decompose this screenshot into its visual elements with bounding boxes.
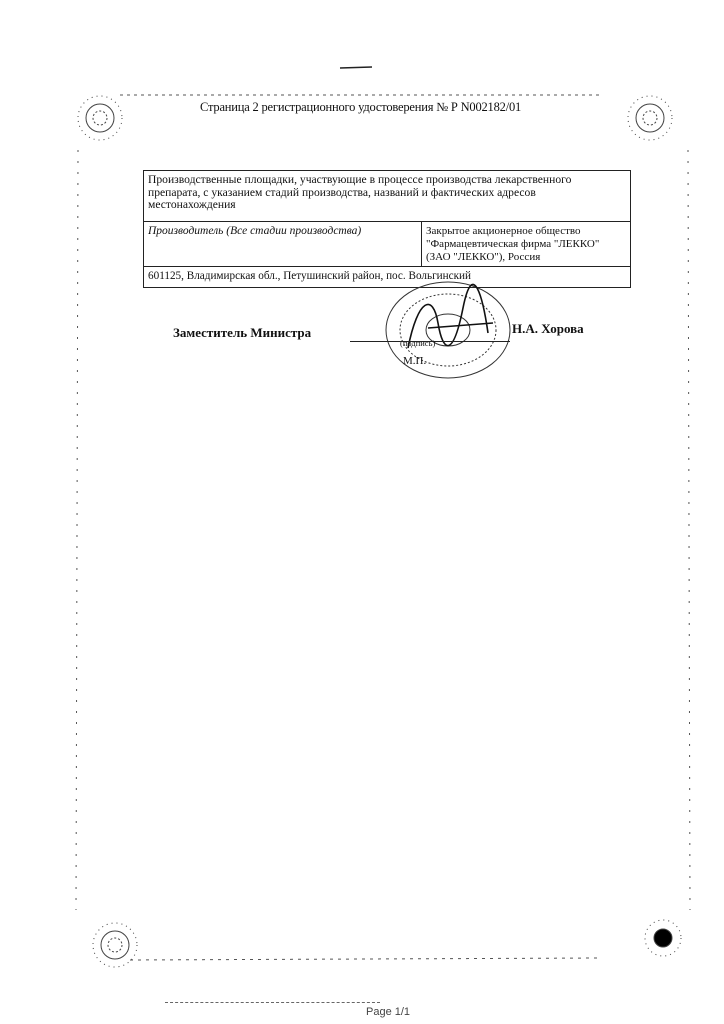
ornament-top-right-icon: [628, 96, 672, 140]
table-heading-row: [144, 171, 630, 221]
signatory-title: Заместитель Министра: [173, 325, 312, 340]
production-sites-table: [143, 170, 631, 288]
page-header: Страница 2 регистрационного удостоверения № Р N002182/01: [200, 100, 522, 114]
signatory-name: Н.А. Хорова: [512, 321, 584, 336]
ornament-bottom-right-icon: [645, 920, 681, 956]
stamp-mark: М.П.: [403, 355, 427, 367]
table-row: [144, 221, 630, 266]
producer-role: Производитель (Все стадии производства): [144, 222, 422, 266]
footer-scan-line: [165, 1002, 380, 1003]
company-line: (ЗАО "ЛЕККО"), Россия: [426, 251, 541, 263]
company-line: "Фармацевтическая фирма "ЛЕККО": [426, 238, 600, 250]
official-seal-stamp: [378, 278, 518, 390]
page-footer: Page 1/1: [366, 1006, 411, 1018]
company-line: Закрытое акционерное общество: [426, 225, 581, 237]
ornament-top-left-icon: [78, 96, 122, 140]
producer-address: 601125, Владимирская обл., Петушинский район, пос. Вольгинский: [148, 270, 472, 282]
signature-hint: (подпись): [400, 338, 436, 348]
producer-company: [422, 222, 630, 266]
table-heading: Производственные площадки, участвующие в процессе производства лекарственного препарата, с указанием стадий производства, названий и фактических адресов местонахождения: [148, 173, 572, 211]
